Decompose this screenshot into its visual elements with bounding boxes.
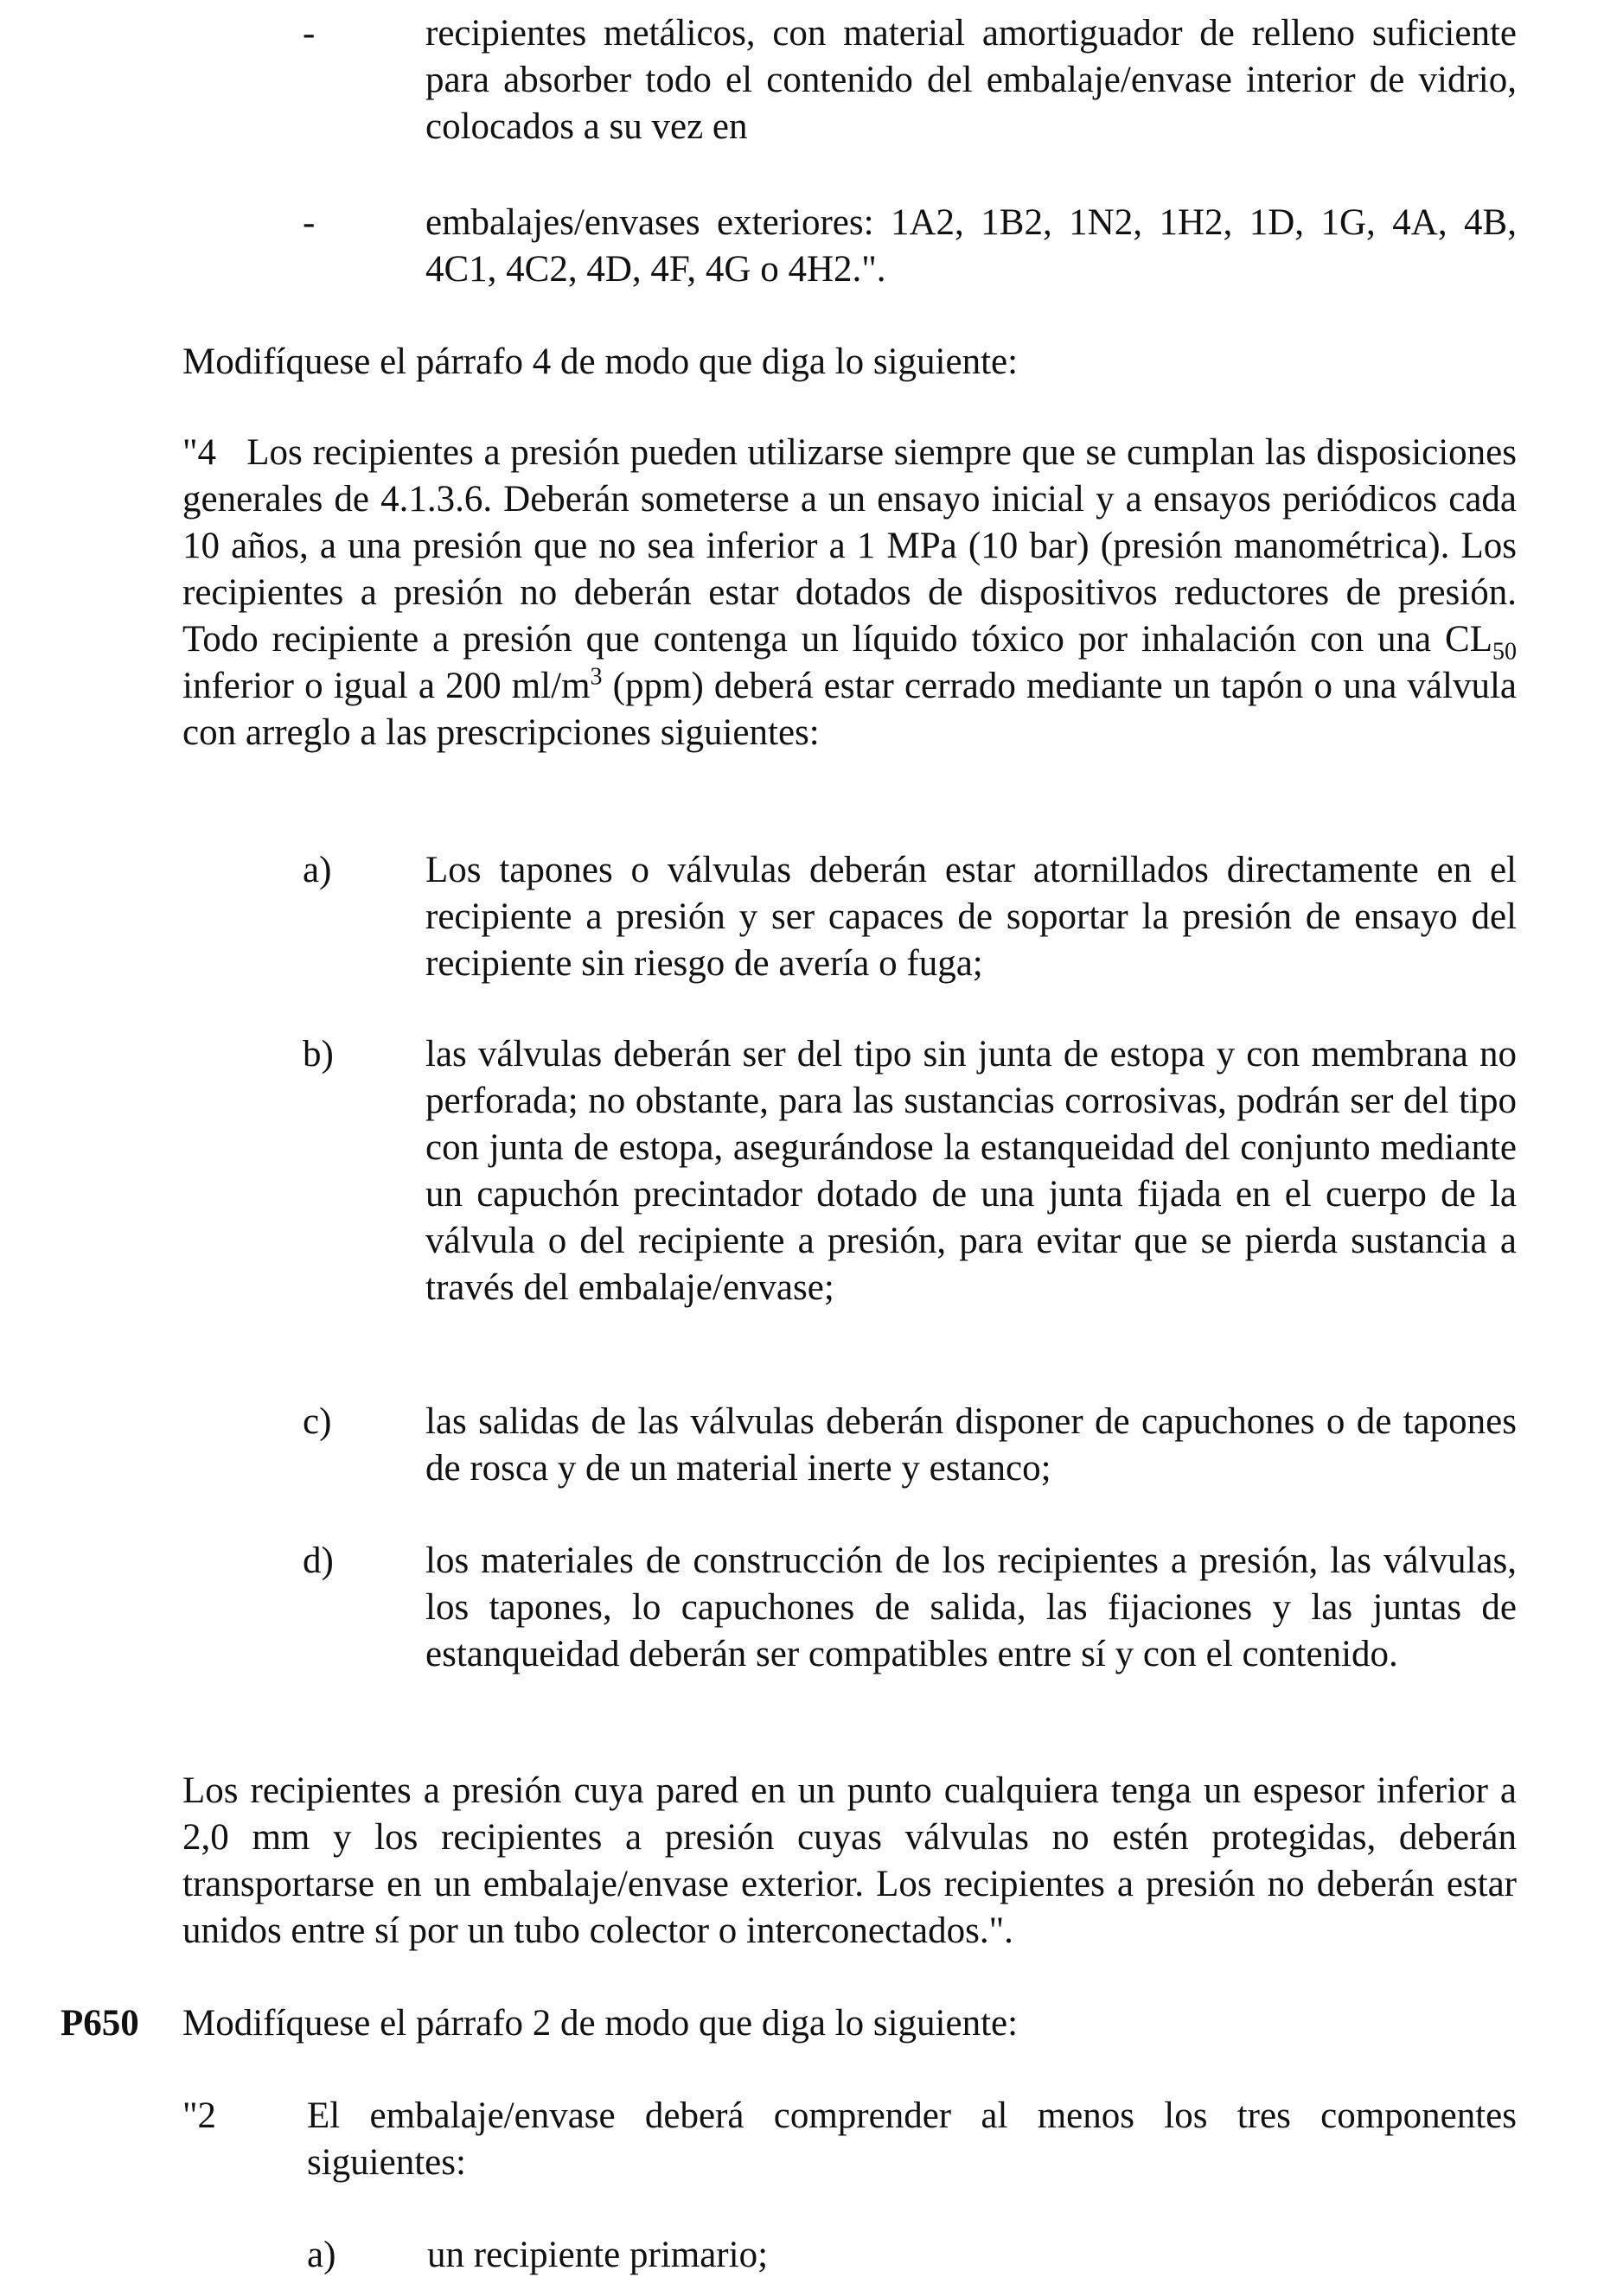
item-marker: b) [303,1034,334,1075]
paragraph-number: "2 [182,2095,217,2136]
item-text: un recipiente primario; [427,2235,769,2275]
paragraph-4 [182,430,1517,756]
paragraph-2: El embalaje/envase deberá comprender al menos los tres componentes siguientes: [307,2095,1517,2183]
bullet-text: embalajes/envases exteriores: 1A2, 1B2, 1N2, 1H2, 1D, 1G, 4A, 4B, 4C1, 4C2, 4D, 4F, 4G o 4H2.". [425,202,1517,290]
item-text: las salidas de las válvulas deberán disponer de capuchones o de tapones de rosca y de un material inerte y estanco; [425,1401,1517,1489]
item-marker: a) [303,850,332,890]
item-text: las válvulas deberán ser del tipo sin junta de estopa y con membrana no perforada; no obstante, para las sustancias corrosivas, podrán ser del tipo con junta de estopa, asegurándose la estanqueidad del conjunto mediante un capuchón precintador dotado de una junta fijada en el cuerpo de la válvula o del recipiente a presión, para evitar que se pierda sustancia a través del embalaje/envase; [425,1034,1517,1308]
bullet-marker: - [303,13,316,54]
paragraph-text: (ppm) deberá estar cerrado mediante un tapón o una válvula con arreglo a las prescripciones siguientes: [182,666,1517,753]
item-marker: c) [303,1401,332,1442]
closing-paragraph: Los recipientes a presión cuya pared en un punto cualquiera tenga un espesor inferior a 2,0 mm y los recipientes a presión cuyas válvulas no estén protegidas, deberán transportarse en un embalaje/envase exterior. Los recipientes a presión no deberán estar unidos entre sí por un tubo colector o interconectados.". [182,1770,1517,1951]
subscript: 50 [1492,638,1517,666]
section-code: P650 [61,2003,139,2044]
superscript: 3 [590,663,603,691]
item-text: los materiales de construcción de los recipientes a presión, las válvulas, los tapones, lo capuchones de salida, las fijaciones y las juntas de estanqueidad deberán ser compatibles entre sí y con el contenido. [425,1540,1517,1674]
item-marker: d) [303,1540,334,1581]
paragraph-text: Los recipientes a presión pueden utilizarse siempre que se cumplan las disposiciones generales de 4.1.3.6. Deberán someterse a un ensayo inicial y a ensayos periódicos cada 10 años, a una presión que no sea inferior a 1 MPa (10 bar) (presión manométrica). Los recipientes a presión no deberán estar dotados de dispositivos reductores de presión. Todo recipiente a presión que contenga un líquido tóxico por inhalación con una CL [182,432,1517,660]
paragraph-number: "4 [182,432,217,473]
item-text: Los tapones o válvulas deberán estar atornillados directamente en el recipiente a presión y ser capaces de soportar la presión de ensayo del recipiente sin riesgo de avería o fuga; [425,850,1517,984]
paragraph-text: inferior o igual a 200 ml/m [182,666,591,706]
amendment-instruction: Modifíquese el párrafo 2 de modo que diga lo siguiente: [182,2003,1019,2044]
bullet-text: recipientes metálicos, con material amortiguador de relleno suficiente para absorber todo el contenido del embalaje/envase interior de vidrio, colocados a su vez en [425,13,1517,147]
item-marker: a) [307,2235,336,2275]
amendment-instruction: Modifíquese el párrafo 4 de modo que diga lo siguiente: [182,341,1019,382]
bullet-marker: - [303,202,316,243]
